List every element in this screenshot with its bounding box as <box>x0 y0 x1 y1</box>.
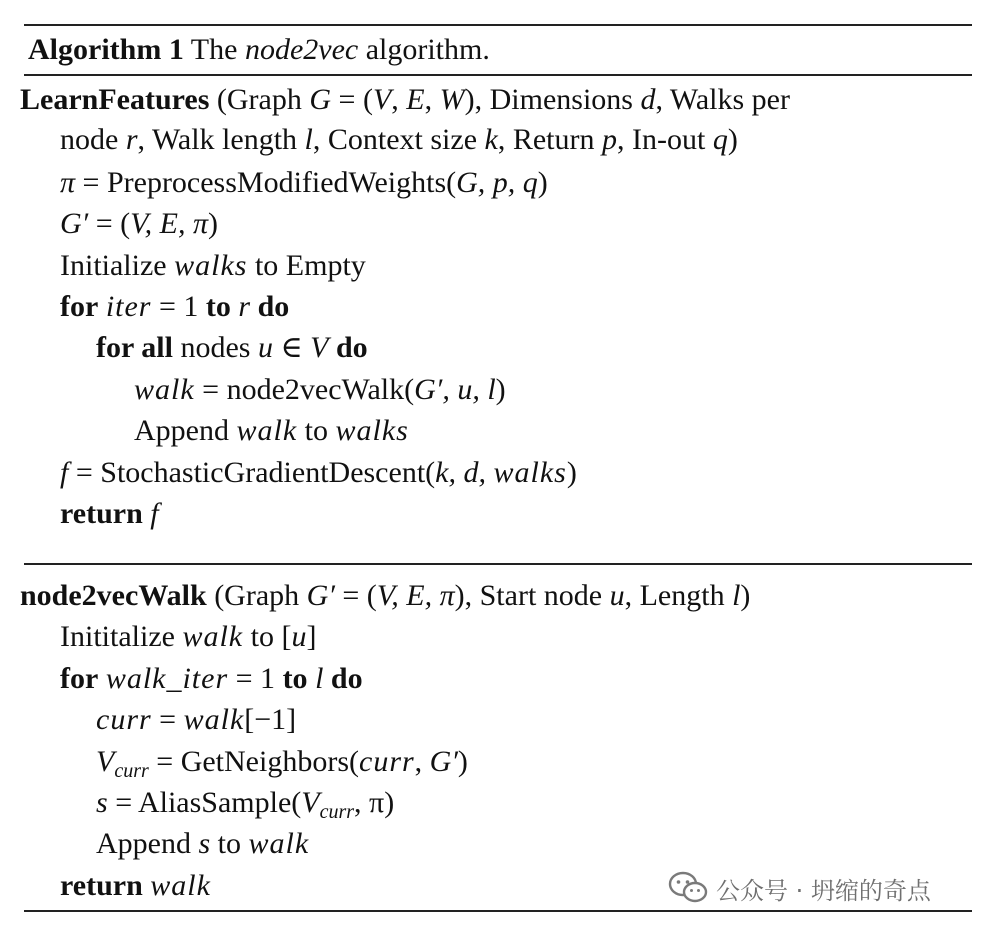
for-walk-iter-line: for walk_iter = 1 to l do <box>60 662 363 695</box>
initialize-walk-line: Inititalize walk to [u] <box>60 620 317 653</box>
caption-rule <box>24 74 972 76</box>
curr-assign-line: curr = walk[−1] <box>96 703 297 736</box>
algorithm-caption: Algorithm 1 The node2vec algorithm. <box>28 33 490 66</box>
bottom-rule <box>24 910 972 912</box>
learnfeatures-signature-line1: LearnFeatures (Graph G = (V, E, W), Dimensions d, Walks per <box>20 83 790 116</box>
append-s-line: Append s to walk <box>96 827 310 860</box>
watermark-text: 公众号 · 坍缩的奇点 <box>716 876 931 905</box>
initialize-walks-line: Initialize walks to Empty <box>60 249 366 282</box>
section-rule <box>24 563 972 565</box>
for-all-nodes-line: for all nodes u ∈ V do <box>96 331 368 364</box>
preprocess-weights-line: π = PreprocessModifiedWeights(G, p, q) <box>60 166 548 199</box>
watermark <box>668 868 978 908</box>
node2vecwalk-signature: node2vecWalk (Graph G′ = (V, E, π), Start node u, Length l) <box>20 579 751 612</box>
wechat-icon <box>668 871 708 905</box>
return-f-line: return f <box>60 497 159 530</box>
learnfeatures-signature-line2: node r, Walk length l, Context size k, Return p, In-out q) <box>60 123 738 156</box>
return-walk-line: return walk <box>60 869 211 902</box>
sgd-line: f = StochasticGradientDescent(k, d, walks) <box>60 456 577 489</box>
alias-sample-line: $s = AliasSample(V_{curr}$, π) <box>96 786 395 823</box>
graph-prime-line: G′ = (V, E, π) <box>60 207 218 240</box>
for-iter-line: for iter = 1 to r do <box>60 290 290 323</box>
top-rule <box>24 24 972 26</box>
walk-assign-line: walk = node2vecWalk(G′, u, l) <box>134 373 506 406</box>
append-walk-line: Append walk to walks <box>134 414 409 447</box>
get-neighbors-line: $V_{curr}$ = GetNeighbors(curr, G′) <box>96 745 468 782</box>
